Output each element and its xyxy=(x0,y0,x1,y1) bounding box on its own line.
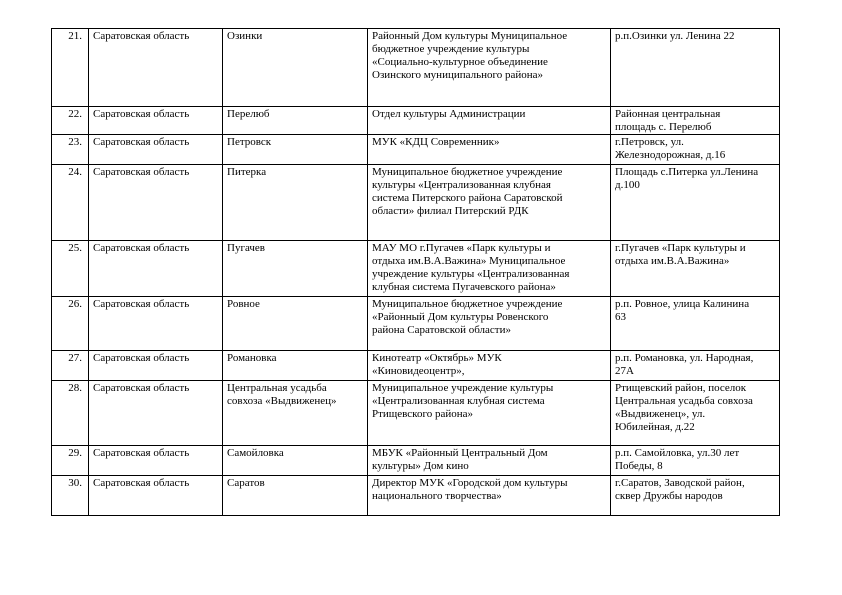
organization-cell: Муниципальное учреждение культуры «Централизованная клубная система Ртищевского района» xyxy=(368,381,611,446)
place-cell: Самойловка xyxy=(223,446,368,476)
region-cell: Саратовская область xyxy=(89,351,223,381)
address-cell: г.Пугачев «Парк культуры и отдыха им.В.А.Важина» xyxy=(611,241,780,297)
organization-cell: Кинотеатр «Октябрь» МУК «Киновидеоцентр», xyxy=(368,351,611,381)
organization-cell: МБУК «Районный Центральный Дом культуры» Дом кино xyxy=(368,446,611,476)
row-number: 29. xyxy=(52,446,89,476)
row-number: 21. xyxy=(52,29,89,107)
culture-institutions-table xyxy=(51,28,780,516)
organization-cell: Муниципальное бюджетное учреждение культуры «Централизованная клубная система Питерского района Саратовской области» филиал Питерский РДК xyxy=(368,165,611,241)
place-cell: Центральная усадьба совхоза «Выдвиженец» xyxy=(223,381,368,446)
organization-cell: Директор МУК «Городской дом культуры национального творчества» xyxy=(368,476,611,516)
row-number: 26. xyxy=(52,297,89,351)
table-row xyxy=(52,165,780,241)
address-cell: г.Петровск, ул. Железнодорожная, д.16 xyxy=(611,135,780,165)
table-row xyxy=(52,29,780,107)
region-cell: Саратовская область xyxy=(89,107,223,135)
place-cell: Романовка xyxy=(223,351,368,381)
row-number: 22. xyxy=(52,107,89,135)
region-cell: Саратовская область xyxy=(89,476,223,516)
region-cell: Саратовская область xyxy=(89,241,223,297)
row-number: 25. xyxy=(52,241,89,297)
address-cell: Районная центральная площадь с. Перелюб xyxy=(611,107,780,135)
region-cell: Саратовская область xyxy=(89,135,223,165)
row-number: 24. xyxy=(52,165,89,241)
table-row xyxy=(52,381,780,446)
table-row xyxy=(52,446,780,476)
place-cell: Перелюб xyxy=(223,107,368,135)
row-number: 27. xyxy=(52,351,89,381)
region-cell: Саратовская область xyxy=(89,297,223,351)
organization-cell: МУК «КДЦ Современник» xyxy=(368,135,611,165)
organization-cell: Отдел культуры Администрации xyxy=(368,107,611,135)
place-cell: Озинки xyxy=(223,29,368,107)
table-row xyxy=(52,351,780,381)
region-cell: Саратовская область xyxy=(89,381,223,446)
organization-cell: Муниципальное бюджетное учреждение «Районный Дом культуры Ровенского района Саратовской области» xyxy=(368,297,611,351)
organization-cell: Районный Дом культуры Муниципальное бюджетное учреждение культуры «Социально-культурное объединение Озинского муниципального района» xyxy=(368,29,611,107)
place-cell: Петровск xyxy=(223,135,368,165)
address-cell: р.п.Озинки ул. Ленина 22 xyxy=(611,29,780,107)
row-number: 30. xyxy=(52,476,89,516)
table-row xyxy=(52,135,780,165)
address-cell: р.п. Романовка, ул. Народная, 27А xyxy=(611,351,780,381)
address-cell: р.п. Самойловка, ул.30 лет Победы, 8 xyxy=(611,446,780,476)
address-cell: Ртищевский район, поселок Центральная усадьба совхоза «Выдвиженец», ул. Юбилейная, д.22 xyxy=(611,381,780,446)
table-row xyxy=(52,107,780,135)
table-row xyxy=(52,241,780,297)
table-row xyxy=(52,476,780,516)
table-row xyxy=(52,297,780,351)
row-number: 28. xyxy=(52,381,89,446)
organization-cell: МАУ МО г.Пугачев «Парк культуры и отдыха им.В.А.Важина» Муниципальное учреждение культуры «Централизованная клубная система Пугачевского района» xyxy=(368,241,611,297)
place-cell: Ровное xyxy=(223,297,368,351)
region-cell: Саратовская область xyxy=(89,165,223,241)
place-cell: Пугачев xyxy=(223,241,368,297)
region-cell: Саратовская область xyxy=(89,29,223,107)
address-cell: г.Саратов, Заводской район, сквер Дружбы народов xyxy=(611,476,780,516)
address-cell: Площадь с.Питерка ул.Ленина д.100 xyxy=(611,165,780,241)
address-cell: р.п. Ровное, улица Калинина 63 xyxy=(611,297,780,351)
region-cell: Саратовская область xyxy=(89,446,223,476)
place-cell: Саратов xyxy=(223,476,368,516)
place-cell: Питерка xyxy=(223,165,368,241)
row-number: 23. xyxy=(52,135,89,165)
